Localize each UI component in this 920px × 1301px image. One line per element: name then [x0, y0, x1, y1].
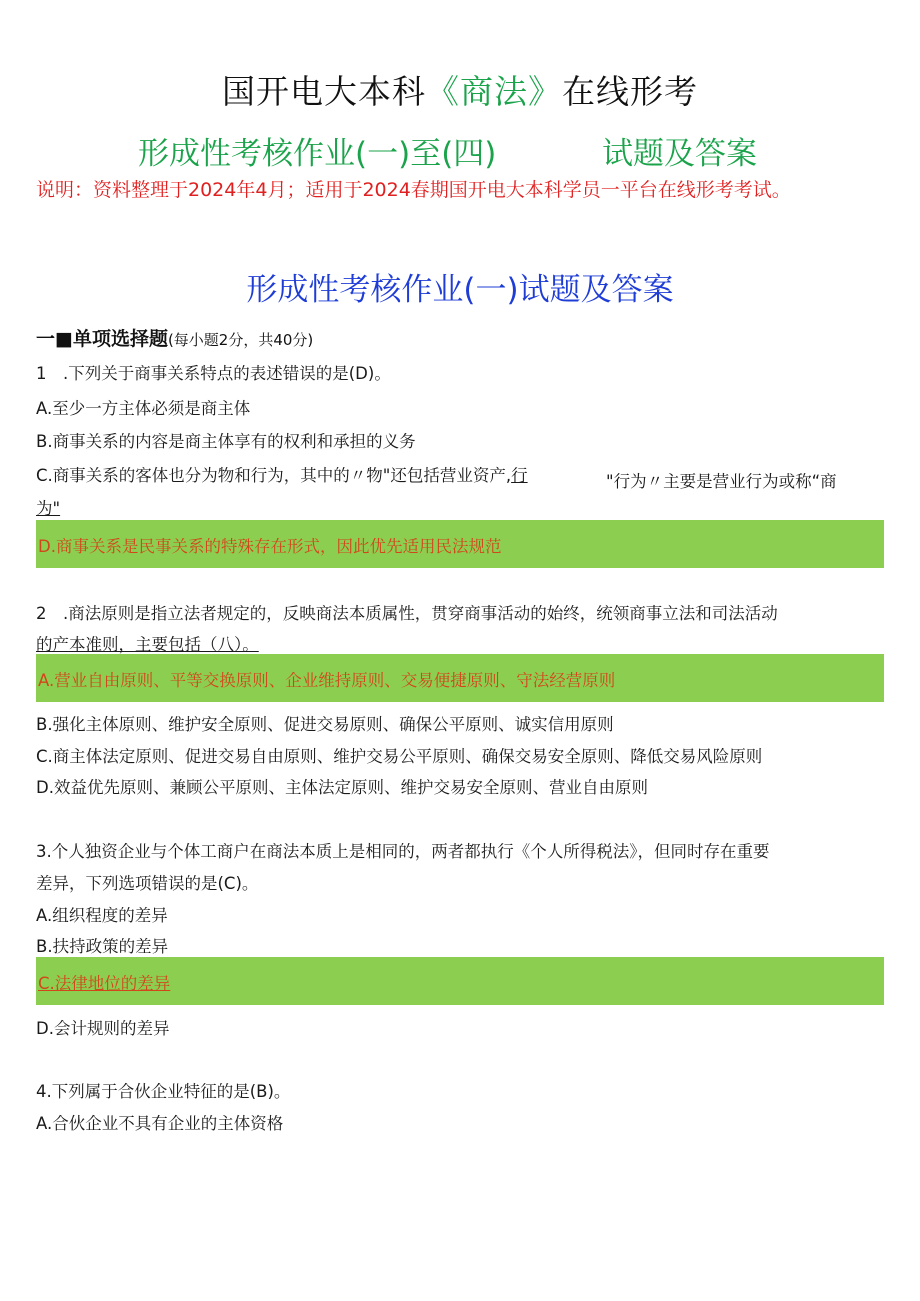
q3-option-a: A.组织程度的差异	[36, 906, 168, 925]
q2-option-b: B.强化主体原则、维护安全原则、促进交易原则、确保公平原则、诚实信用原则	[36, 715, 614, 734]
q1-option-b: B.商事关系的内容是商主体享有的权利和承担的义务	[36, 432, 416, 451]
q2-option-d: D.效益优先原则、兼顾公平原则、主体法定原则、维护交易安全原则、营业自由原则	[36, 778, 648, 797]
q1-option-a: A.至少一方主体必须是商主体	[36, 399, 251, 418]
subtitle-part-a: 形成性考核作业(一)至(四)	[138, 136, 497, 172]
q3-option-c-answer: C.法律地位的差异	[38, 974, 171, 993]
part-label: 一■单项选择题	[36, 328, 168, 350]
q1-option-c-underlined: 行	[511, 466, 528, 485]
q1-option-d-answer: D.商事关系是民事关系的特殊存在形式，因此优先适用民法规范	[38, 537, 502, 556]
document-note: 说明：资料整理于2024年4月；适用于2024春期国开电大本科学员一平台在线形考考试。	[36, 179, 791, 201]
document-title	[0, 66, 920, 113]
q4-stem: 4.下列属于合伙企业特征的是(B)。	[36, 1082, 291, 1101]
subtitle-part-b: 试题及答案	[602, 136, 757, 172]
title-part-a: 国开电大本科	[222, 72, 426, 111]
q2-stem-line1: 2 .商法原则是指立法者规定的，反映商法本质属性，贯穿商事活动的始终，统领商事立法和司法活动	[36, 604, 778, 623]
q3-option-d: D.会计规则的差异	[36, 1019, 170, 1038]
q1-stem: 1 .下列关于商事关系特点的表述错误的是(D)。	[36, 364, 391, 383]
section-title: 形成性考核作业(一)试题及答案	[246, 272, 674, 308]
title-part-c: 在线形考	[562, 72, 698, 111]
part-header	[36, 324, 313, 351]
q3-stem-line2: 差异，下列选项错误的是(C)。	[36, 874, 259, 893]
q3-option-b: B.扶持政策的差异	[36, 937, 169, 956]
q3-answer-highlight	[36, 957, 884, 1005]
q2-option-a-answer: A.营业自由原则、平等交换原则、企业维持原则、交易便捷原则、守法经营原则	[38, 671, 616, 690]
q2-answer-highlight	[36, 654, 884, 702]
q1-option-c-text: C.商事关系的客体也分为物和行为，其中的〃物"还包括营业资产,	[36, 466, 512, 485]
q4-option-a: A.合伙企业不具有企业的主体资格	[36, 1114, 284, 1133]
document-subtitle	[138, 128, 798, 173]
q1-option-c-line2: 为"	[36, 499, 61, 518]
q1-option-c-cont: "行为〃主要是营业行为或称“商	[606, 472, 837, 491]
q2-option-c: C.商主体法定原则、促进交易自由原则、维护交易公平原则、确保交易安全原则、降低交易风险原则	[36, 747, 763, 766]
q1-option-c-line1	[36, 462, 528, 486]
title-part-b: 《商法》	[426, 72, 562, 111]
q1-answer-highlight	[36, 520, 884, 568]
part-hint: (每小题2分，共40分)	[167, 331, 314, 349]
q2-stem-line2: 的产本准则，主要包括（八）。	[36, 635, 259, 654]
q3-stem-line1: 3.个人独资企业与个体工商户在商法本质上是相同的，两者都执行《个人所得税法》，但同时存在重要	[36, 842, 770, 861]
